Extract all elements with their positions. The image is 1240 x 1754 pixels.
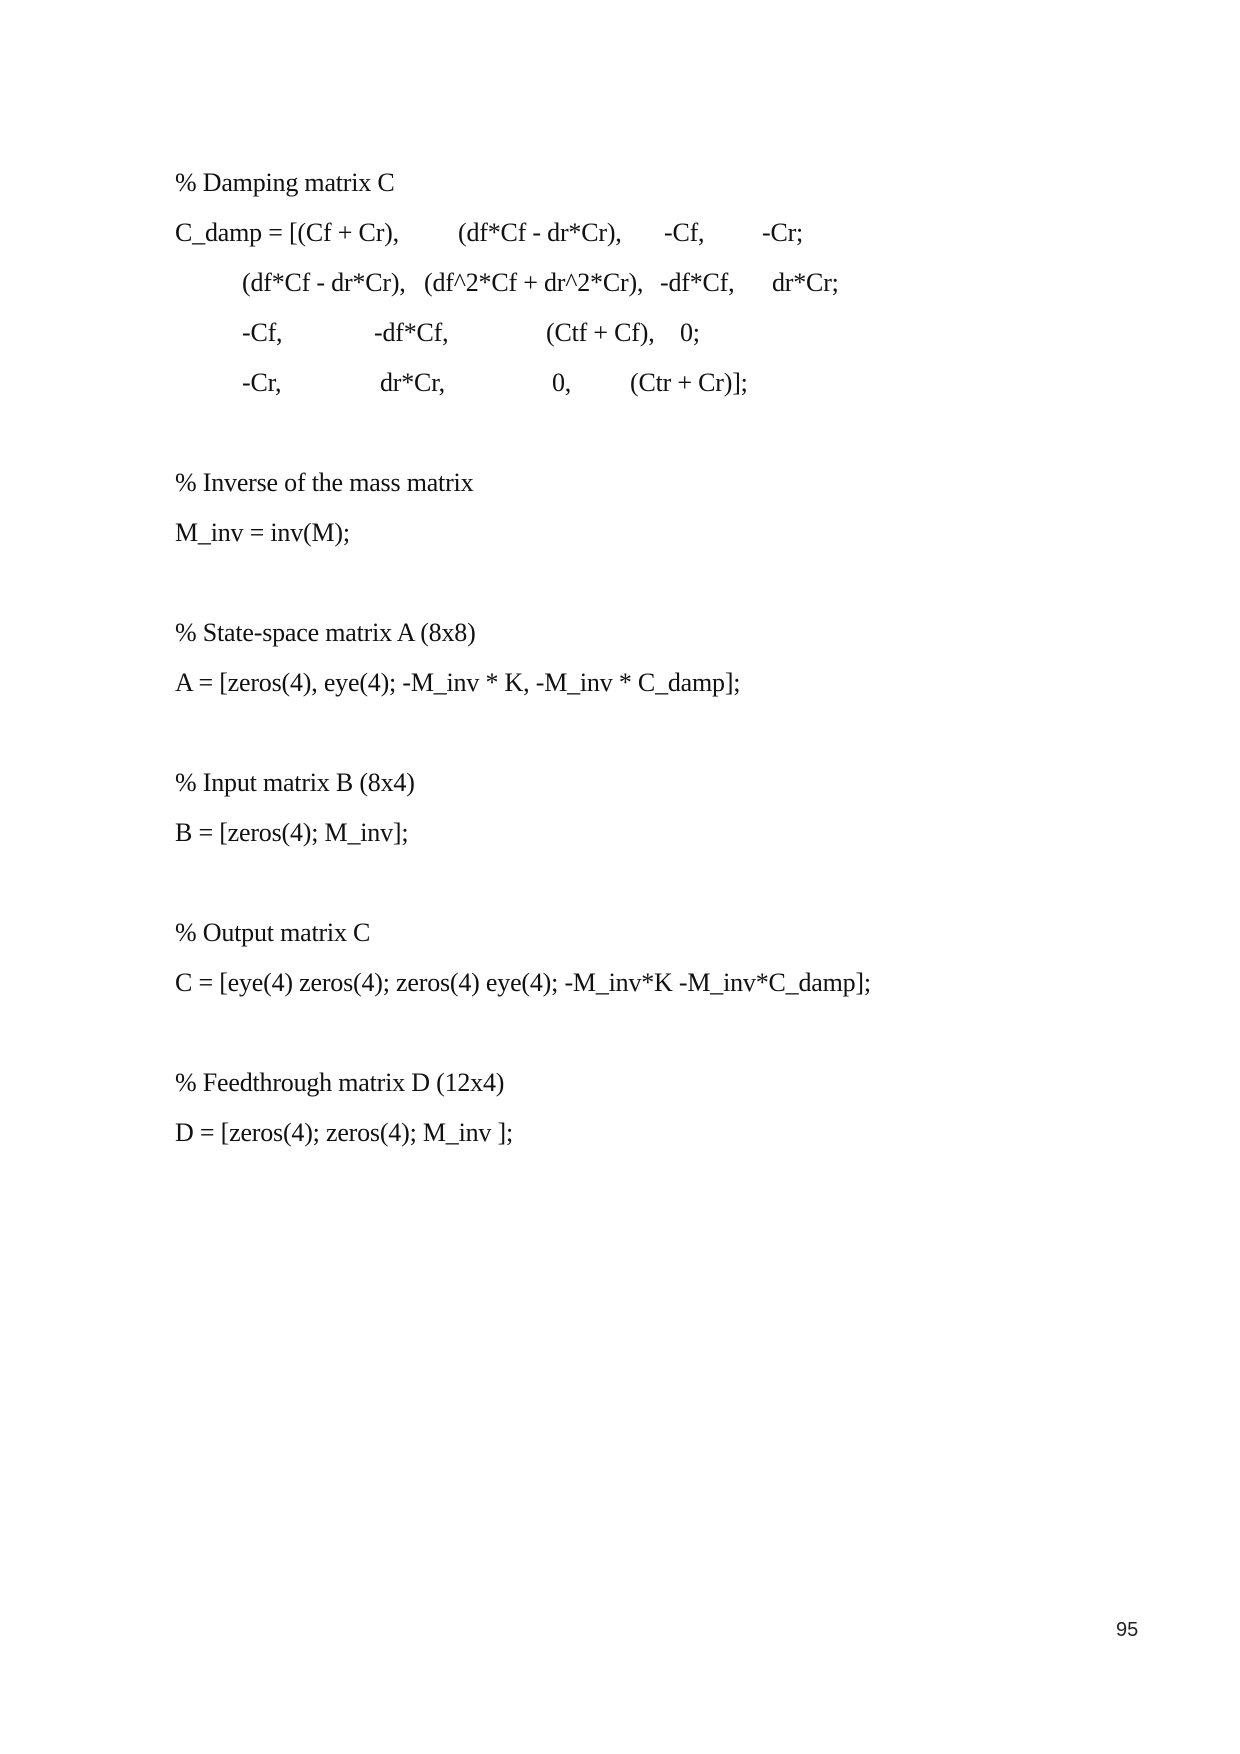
damping-row-2-col-2: (df^2*Cf + dr^2*Cr),	[424, 268, 644, 297]
damping-row-1-col-2: (df*Cf - dr*Cr),	[458, 218, 622, 247]
damping-row-2-col-4: dr*Cr;	[772, 268, 839, 297]
damping-row-4-col-3: 0,	[552, 368, 572, 397]
comment-input-b: % Input matrix B (8x4)	[175, 768, 415, 797]
damping-row-1-col-3: -Cf,	[664, 218, 705, 247]
damping-row-1-col-4: -Cr;	[762, 218, 804, 247]
code-line-a: A = [zeros(4), eye(4); -M_inv * K, -M_inv * C_damp];	[175, 668, 741, 697]
damping-row-3-col-2: -df*Cf,	[374, 318, 449, 347]
damping-row-3-col-1: -Cf,	[242, 318, 283, 347]
comment-feedthrough-d: % Feedthrough matrix D (12x4)	[175, 1068, 505, 1097]
comment-state-space-a: % State-space matrix A (8x8)	[175, 618, 476, 647]
damping-row-3-col-4: 0;	[680, 318, 700, 347]
damping-row-2-col-3: -df*Cf,	[660, 268, 735, 297]
comment-inverse-mass-matrix: % Inverse of the mass matrix	[175, 468, 474, 497]
damping-row-2-col-1: (df*Cf - dr*Cr),	[242, 268, 406, 297]
damping-row-1-col-1: C_damp = [(Cf + Cr),	[175, 218, 399, 247]
damping-row-3-col-3: (Ctf + Cf),	[546, 318, 655, 347]
code-line-d: D = [zeros(4); zeros(4); M_inv ];	[175, 1118, 514, 1147]
code-line-b: B = [zeros(4); M_inv];	[175, 818, 409, 847]
page-number: 95	[1116, 1619, 1139, 1641]
damping-row-4-col-1: -Cr,	[242, 368, 282, 397]
damping-row-4-col-2: dr*Cr,	[380, 368, 445, 397]
comment-damping-matrix: % Damping matrix C	[175, 168, 395, 197]
comment-output-c: % Output matrix C	[175, 918, 371, 947]
code-line-inverse: M_inv = inv(M);	[175, 518, 350, 547]
code-line-c: C = [eye(4) zeros(4); zeros(4) eye(4); -M_inv*K -M_inv*C_damp];	[175, 968, 871, 997]
damping-row-4-col-4: (Ctr + Cr)];	[630, 368, 748, 397]
